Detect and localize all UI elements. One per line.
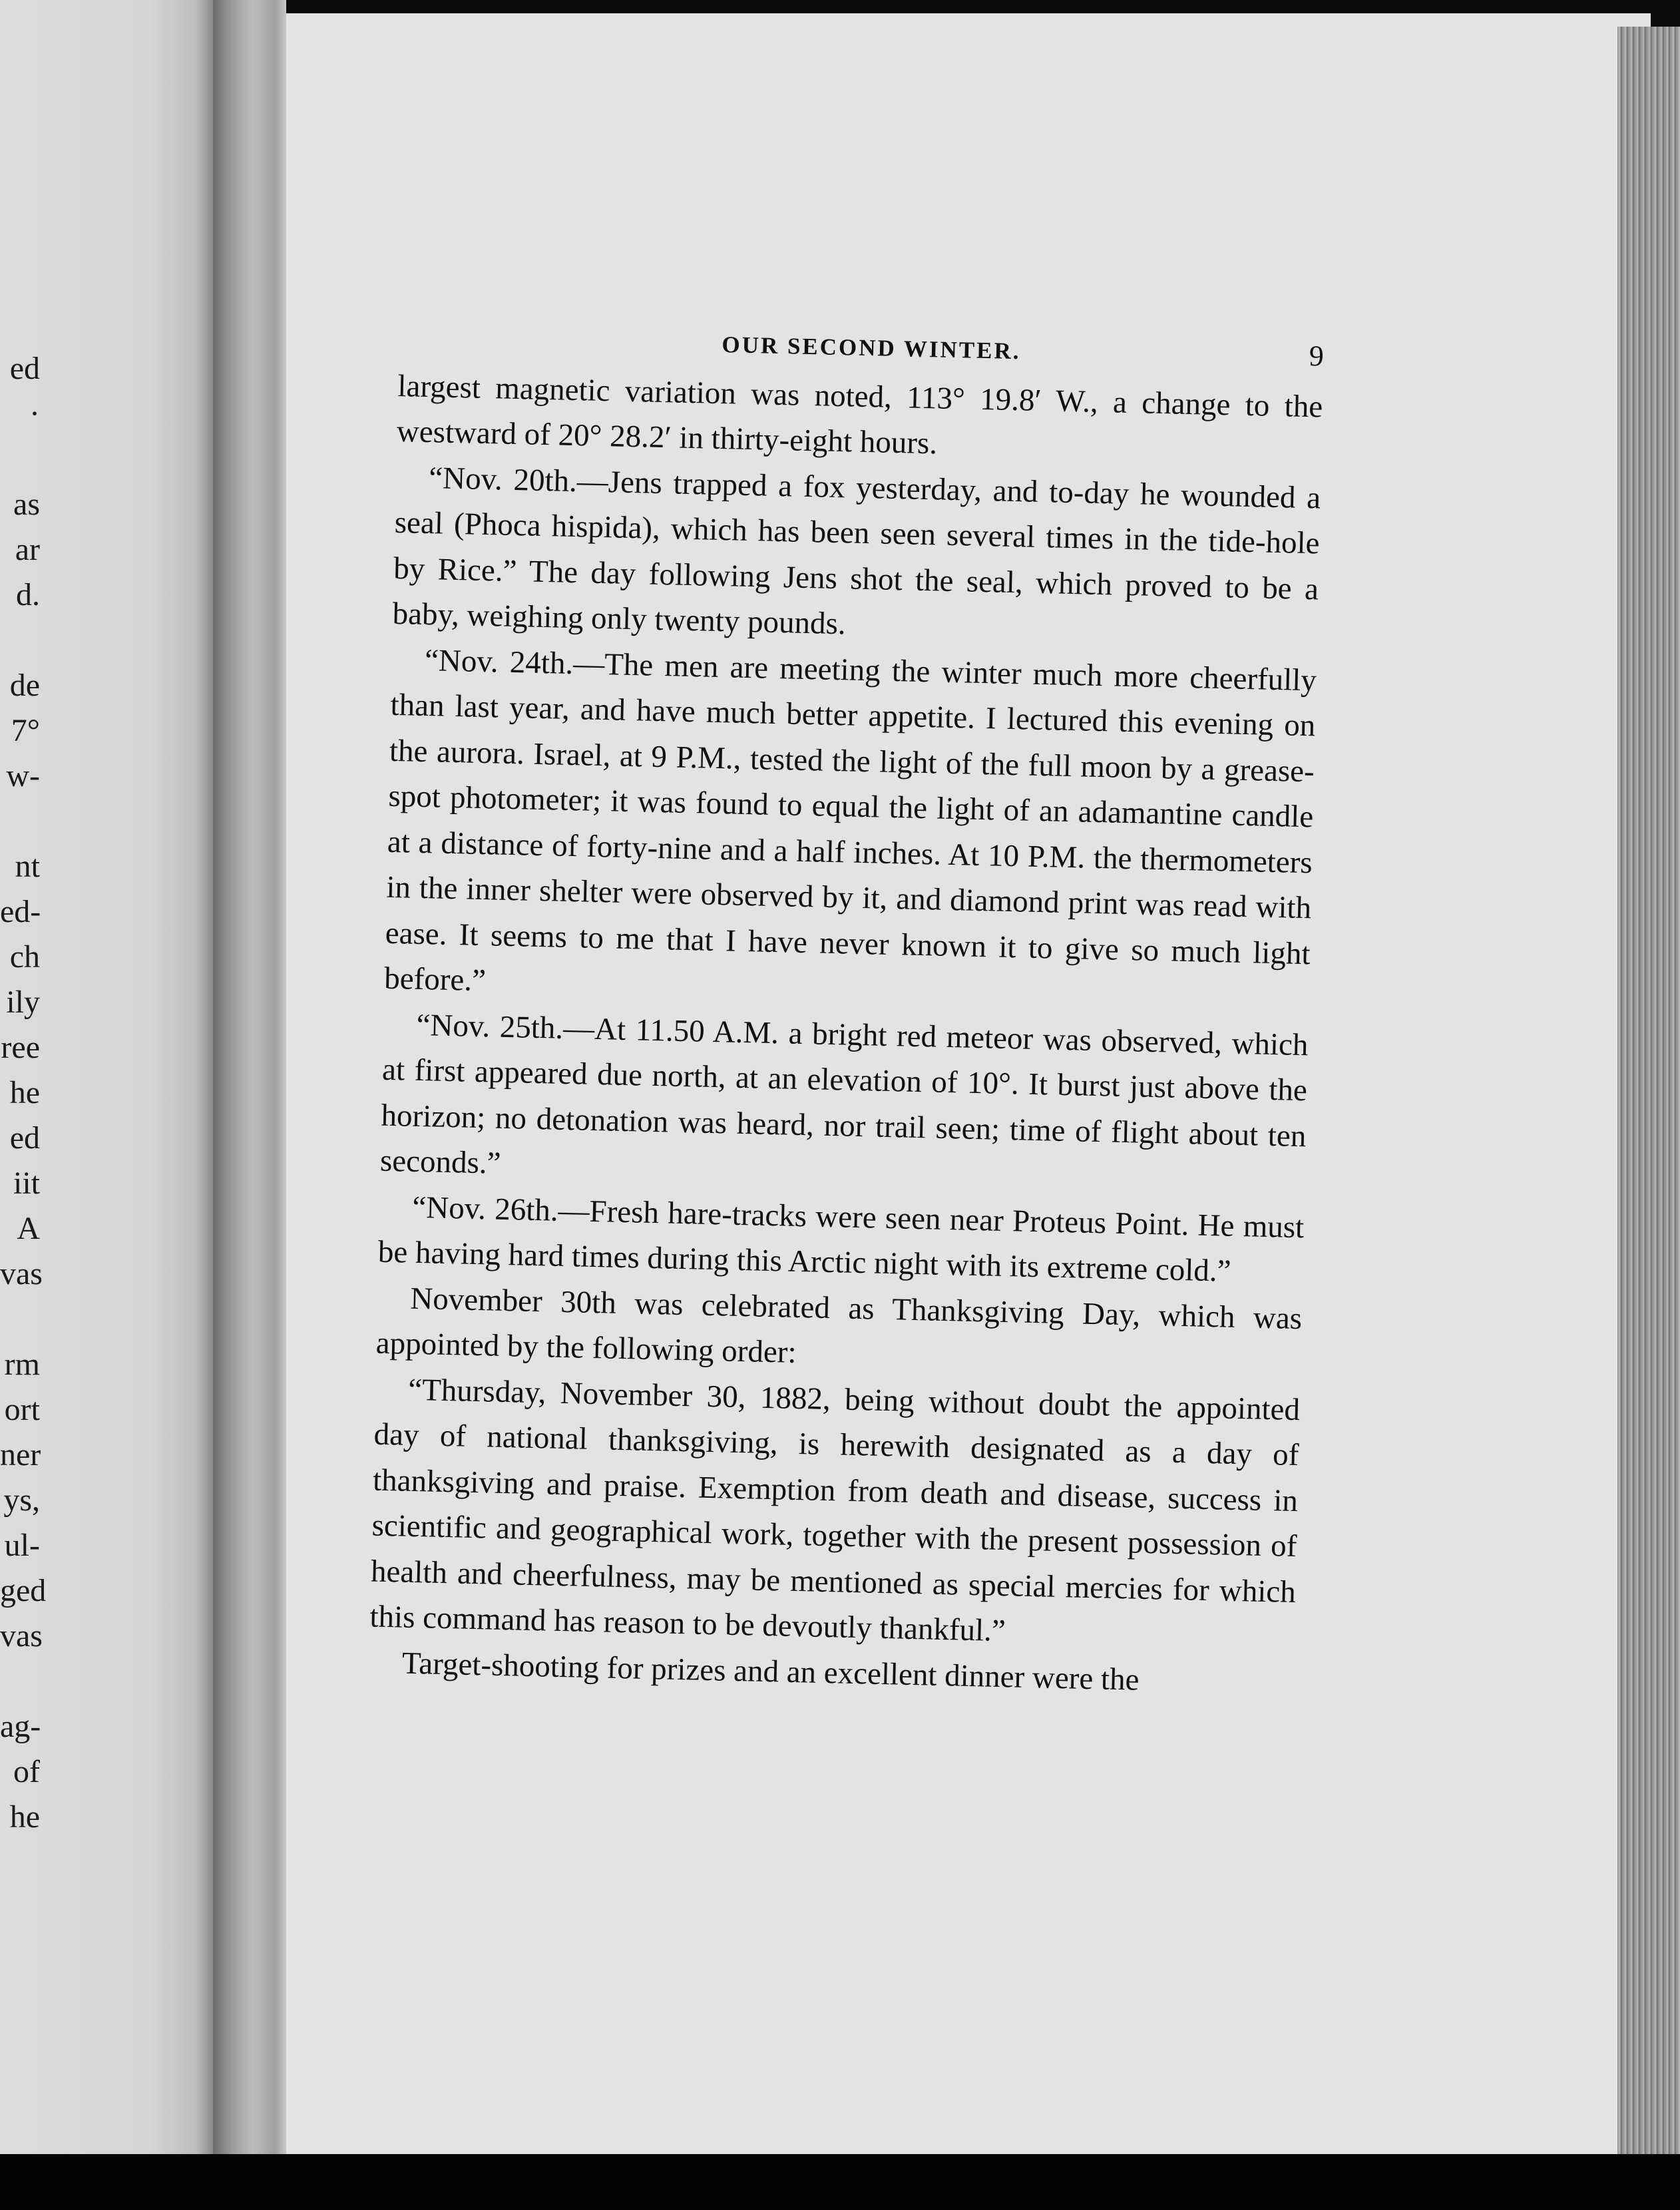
- left-page-fragment: A: [17, 1211, 40, 1246]
- paragraph: “Nov. 20th.—Jens trapped a fox yesterday, and to-day he wounded a seal (Phoca hispida), which has been seen several times in the tide-hole by Rice.” The day following Jens shot the seal, which proved to be a baby, weighing only twenty pounds.: [392, 460, 1321, 642]
- left-page-fragment: ul-: [4, 1528, 40, 1563]
- page-stack-edge: [1617, 27, 1680, 2154]
- page-number: 9: [1309, 339, 1325, 373]
- book-gutter: [213, 0, 286, 2154]
- left-page-fragment: ree: [1, 1030, 40, 1065]
- left-page-fragment: ort: [4, 1392, 40, 1427]
- left-page-fragment: vas: [0, 1618, 43, 1654]
- left-page-fragment: [0, 437, 40, 482]
- left-page-fragment: [0, 799, 40, 844]
- left-page-fragment: [0, 1297, 40, 1342]
- left-page-fragment: rm: [4, 1347, 40, 1382]
- paragraph: November 30th was celebrated as Thanksgiving Day, which was appointed by the following order:: [375, 1281, 1303, 1370]
- left-page-fragment: [0, 618, 40, 663]
- left-page-fragment: ed-: [0, 894, 41, 929]
- left-page-fragment: ner: [0, 1437, 41, 1472]
- paragraph: “Nov. 25th.—At 11.50 A.M. a bright red meteor was observed, which at first appeared due north, at an elevation of 10°. It burst just above the horizon; no detonation was heard, nor trail seen; time of flight about ten seconds.”: [379, 1007, 1309, 1181]
- paragraph: “Thursday, November 30, 1882, being without doubt the appointed day of national thanksgiving, is herewith designated as a day of thanksgiving and praise. Exemption from death and disease, success in scientific and geographical work, together with the present possession of health and cheerfulness, may be mentioned as special mercies for which this command has reason to be devoutly thankful.”: [369, 1372, 1301, 1649]
- left-page-fragment: of: [13, 1754, 40, 1789]
- left-page-fragment: d.: [16, 577, 40, 612]
- left-page-fragment: ch: [9, 939, 40, 975]
- left-page-fragment: as: [13, 487, 40, 522]
- left-page-fragment: [0, 1659, 40, 1704]
- left-page-fragment: he: [9, 1799, 40, 1835]
- paragraph: “Nov. 26th.—Fresh hare-tracks were seen near Proteus Point. He must be having hard times during this Arctic night with its extreme cold.”: [377, 1190, 1305, 1289]
- left-page-fragment: ed: [9, 1120, 40, 1156]
- left-page-fragment: ed: [9, 351, 40, 386]
- paragraph: largest magnetic variation was noted, 113° 19.8′ W., a change to the westward of 20° 28.2′ in thirty-eight hours.: [396, 368, 1323, 461]
- left-page-fragment: ys,: [3, 1482, 40, 1518]
- left-page-fragment: ·: [29, 396, 40, 431]
- left-page-fragment: ag-: [0, 1709, 41, 1744]
- left-page-fragment: nt: [15, 849, 40, 884]
- left-page-margin-text: [0, 346, 47, 1840]
- left-page-fragment: w-: [6, 758, 40, 793]
- running-title: OUR SECOND WINTER.: [722, 332, 1021, 365]
- page-text: [368, 313, 1324, 1706]
- left-page-fragment: ar: [15, 532, 40, 567]
- left-page-fragment: iit: [13, 1166, 40, 1201]
- left-page-fragment: ily: [6, 985, 40, 1020]
- left-page-fragment: he: [9, 1075, 40, 1110]
- paragraph: “Nov. 24th.—The men are meeting the winter much more cheerfully than last year, and have much better appetite. I lectured this evening on the aurora. Israel, at 9 P.M., tested the light of the full moon by a grease-spot photometer; it was found to equal the light of an adamantine candle at a distance of forty-nine and a half inches. At 10 P.M. the thermometers in the inner shelter were observed by it, and diamond print was read with ease. It seems to me that I have never known it to give so much light before.”: [383, 642, 1317, 998]
- left-page-fragment: ged: [0, 1573, 47, 1608]
- left-page-fragment: de: [9, 668, 40, 703]
- left-page-fragment: 7°: [11, 713, 40, 748]
- bottom-scan-edge: [0, 2154, 1680, 2210]
- left-page-fragment: vas: [0, 1256, 43, 1291]
- paragraph: Target-shooting for prizes and an excellent dinner were the: [401, 1646, 1140, 1697]
